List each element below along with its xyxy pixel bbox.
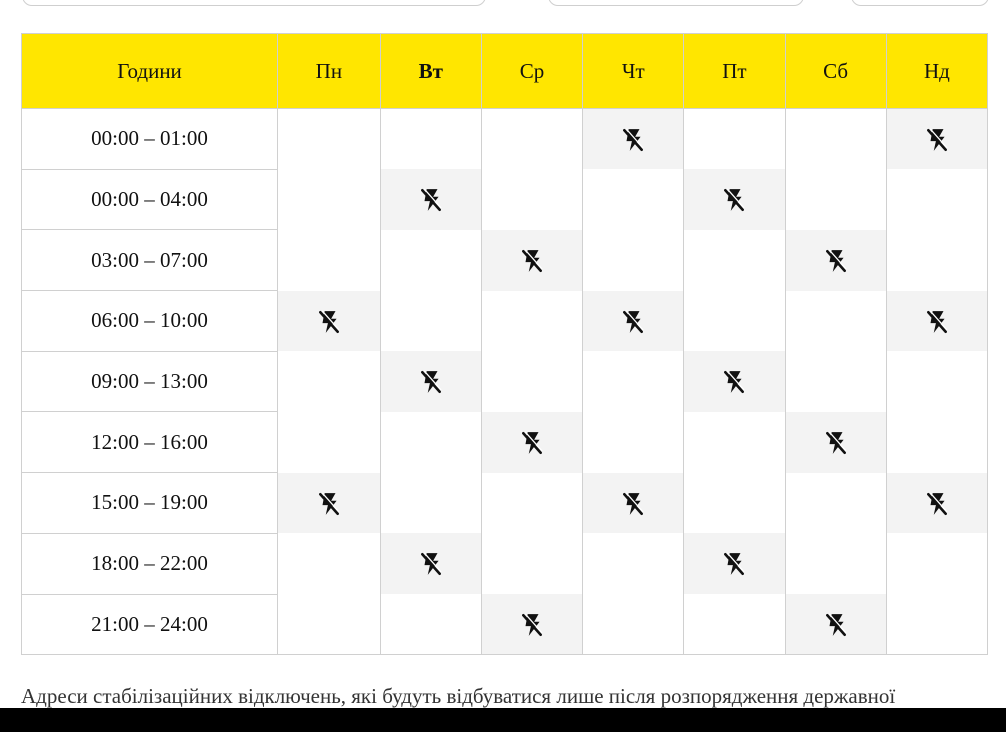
schedule-cell-mon (278, 291, 381, 352)
schedule-cell-sat (785, 169, 886, 230)
schedule-cell-tue (380, 230, 481, 291)
time-slot-cell: 00:00 – 01:00 (22, 109, 278, 170)
schedule-cell-sun (886, 533, 987, 594)
schedule-cell-sun (886, 412, 987, 473)
day-header-sun: Нд (886, 34, 987, 109)
schedule-cell-mon (278, 230, 381, 291)
schedule-cell-wed (481, 412, 582, 473)
day-header-wed: Ср (481, 34, 582, 109)
schedule-body (22, 109, 988, 655)
schedule-cell-fri (684, 594, 785, 655)
table-row (22, 412, 988, 473)
schedule-cell-thu (583, 533, 684, 594)
day-header-tue: Вт (380, 34, 481, 109)
schedule-cell-thu (583, 169, 684, 230)
power-off-icon (823, 612, 849, 638)
day-header-fri: Пт (684, 34, 785, 109)
schedule-cell-wed (481, 169, 582, 230)
schedule-cell-mon (278, 412, 381, 473)
time-slot-cell: 03:00 – 07:00 (22, 230, 278, 291)
top-filter-bar (0, 0, 1006, 8)
schedule-cell-thu (583, 351, 684, 412)
schedule-cell-sat (785, 594, 886, 655)
table-row (22, 351, 988, 412)
schedule-cell-sun (886, 291, 987, 352)
filter-select-region[interactable] (22, 0, 486, 6)
schedule-cell-tue (380, 351, 481, 412)
schedule-cell-sat (785, 230, 886, 291)
schedule-cell-sun (886, 594, 987, 655)
time-slot-cell: 06:00 – 10:00 (22, 291, 278, 352)
schedule-cell-sat (785, 351, 886, 412)
schedule-cell-sat (785, 109, 886, 170)
schedule-cell-tue (380, 533, 481, 594)
schedule-cell-fri (684, 412, 785, 473)
schedule-cell-tue (380, 169, 481, 230)
power-off-icon (620, 309, 646, 335)
schedule-cell-mon (278, 533, 381, 594)
power-off-icon (418, 187, 444, 213)
schedule-cell-sun (886, 351, 987, 412)
power-off-icon (924, 491, 950, 517)
power-off-icon (823, 248, 849, 274)
time-slot-cell: 00:00 – 04:00 (22, 169, 278, 230)
schedule-cell-fri (684, 230, 785, 291)
schedule-cell-wed (481, 594, 582, 655)
schedule-cell-tue (380, 109, 481, 170)
table-row (22, 230, 988, 291)
time-slot-cell: 15:00 – 19:00 (22, 473, 278, 534)
day-header-sat: Сб (785, 34, 886, 109)
schedule-cell-mon (278, 169, 381, 230)
schedule-cell-wed (481, 473, 582, 534)
power-off-icon (418, 551, 444, 577)
schedule-cell-mon (278, 109, 381, 170)
power-off-icon (721, 369, 747, 395)
hours-column-header: Години (22, 34, 278, 109)
filter-select-group[interactable] (548, 0, 804, 6)
schedule-cell-sat (785, 291, 886, 352)
schedule-cell-sun (886, 473, 987, 534)
table-row (22, 533, 988, 594)
power-off-icon (721, 187, 747, 213)
table-row (22, 594, 988, 655)
schedule-cell-mon (278, 594, 381, 655)
schedule-cell-fri (684, 533, 785, 594)
day-header-mon: Пн (278, 34, 381, 109)
power-off-icon (924, 127, 950, 153)
addresses-note: Адреси стабілізаційних відключень, які будуть відбуватися лише після розпорядження державної (21, 684, 896, 708)
schedule-cell-thu (583, 109, 684, 170)
schedule-cell-sun (886, 109, 987, 170)
schedule-cell-wed (481, 533, 582, 594)
schedule-cell-thu (583, 291, 684, 352)
table-row (22, 291, 988, 352)
schedule-cell-fri (684, 473, 785, 534)
schedule-cell-sun (886, 230, 987, 291)
schedule-cell-fri (684, 169, 785, 230)
schedule-cell-wed (481, 291, 582, 352)
schedule-cell-fri (684, 109, 785, 170)
schedule-cell-tue (380, 594, 481, 655)
schedule-cell-fri (684, 351, 785, 412)
power-off-icon (620, 491, 646, 517)
power-off-icon (721, 551, 747, 577)
power-off-icon (823, 430, 849, 456)
time-slot-cell: 18:00 – 22:00 (22, 533, 278, 594)
schedule-cell-sat (785, 412, 886, 473)
power-off-icon (620, 127, 646, 153)
power-off-icon (519, 248, 545, 274)
schedule-cell-thu (583, 230, 684, 291)
schedule-cell-tue (380, 412, 481, 473)
time-slot-cell: 21:00 – 24:00 (22, 594, 278, 655)
schedule-cell-wed (481, 230, 582, 291)
power-off-icon (519, 612, 545, 638)
filter-select-search[interactable] (851, 0, 989, 6)
schedule-cell-mon (278, 473, 381, 534)
schedule-cell-thu (583, 594, 684, 655)
bottom-bar (0, 708, 1006, 732)
power-off-icon (316, 309, 342, 335)
table-row (22, 169, 988, 230)
schedule-cell-sun (886, 169, 987, 230)
schedule-cell-tue (380, 291, 481, 352)
schedule-header-row (22, 34, 988, 109)
schedule-cell-thu (583, 473, 684, 534)
schedule-cell-thu (583, 412, 684, 473)
table-row (22, 473, 988, 534)
day-header-thu: Чт (583, 34, 684, 109)
schedule-cell-mon (278, 351, 381, 412)
table-row (22, 109, 988, 170)
power-off-icon (519, 430, 545, 456)
power-off-icon (316, 491, 342, 517)
schedule-cell-fri (684, 291, 785, 352)
time-slot-cell: 12:00 – 16:00 (22, 412, 278, 473)
schedule-cell-sat (785, 473, 886, 534)
schedule-cell-sat (785, 533, 886, 594)
time-slot-cell: 09:00 – 13:00 (22, 351, 278, 412)
power-off-icon (418, 369, 444, 395)
power-off-icon (924, 309, 950, 335)
schedule-cell-wed (481, 109, 582, 170)
outage-schedule-table (21, 33, 988, 655)
schedule-cell-wed (481, 351, 582, 412)
schedule-cell-tue (380, 473, 481, 534)
